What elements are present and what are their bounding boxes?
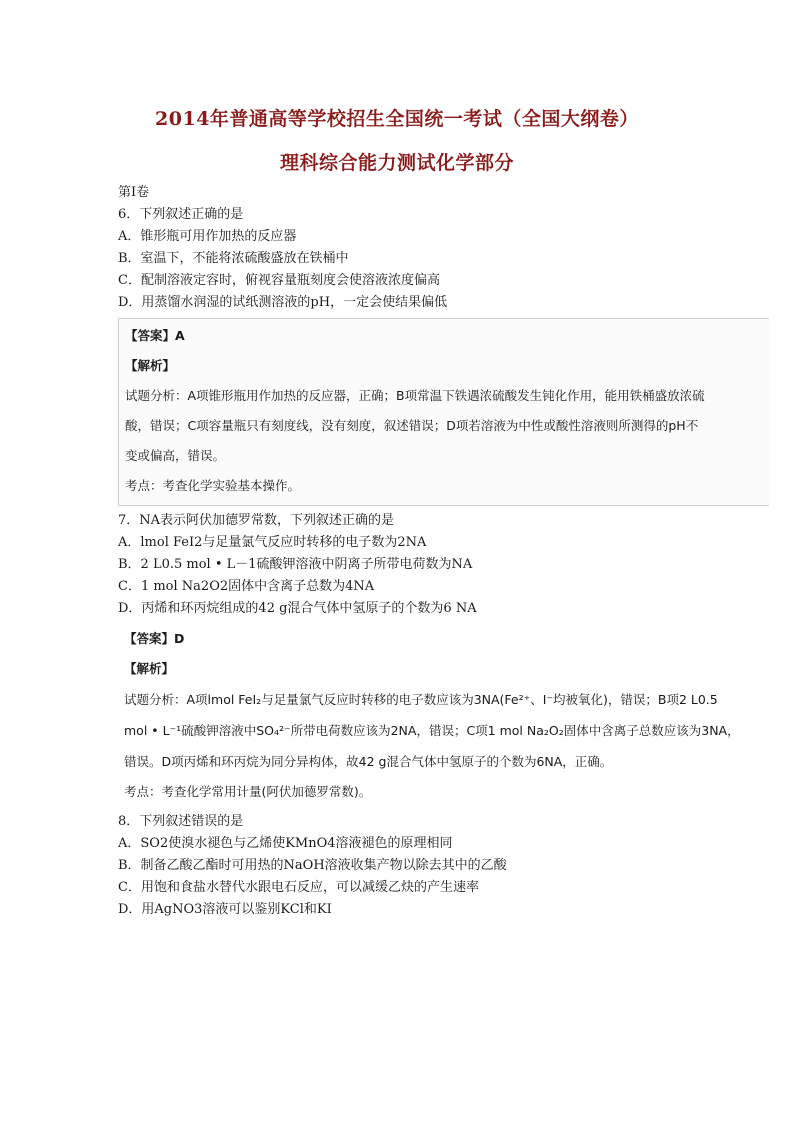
- question-8-option-c: C．用饱和食盐水替代水跟电石反应，可以减缓乙炔的产生速率: [118, 880, 479, 895]
- question-6-analysis-line-2: 酸，错误；C项容量瓶只有刻度线，没有刻度，叙述错误；D项若溶液为中性或酸性溶液则所测得的pH不: [125, 418, 699, 433]
- question-8-stem: 8．下列叙述错误的是: [118, 814, 244, 829]
- document-content: [118, 182, 768, 921]
- exam-subtitle: 理科综合能力测试化学部分: [279, 152, 514, 174]
- question-6-point: 考点：考查化学实验基本操作。: [125, 478, 301, 493]
- question-6-option-a: A．锥形瓶可用作加热的反应器: [118, 229, 297, 244]
- exam-title: 2014年普通高等学校招生全国统一考试（全国大纲卷）: [155, 108, 639, 130]
- question-7-analysis-line-2: mol • L⁻¹硫酸钾溶液中SO₄²⁻所带电荷数应该为2NA，错误；C项1 mol Na₂O₂固体中含离子总数应该为3NA，: [124, 723, 740, 738]
- section-label: 第Ⅰ卷: [118, 185, 150, 200]
- question-6-analysis-label: 【解析】: [125, 358, 176, 373]
- question-6-answer: 【答案】A: [125, 328, 185, 343]
- question-7-option-c: C．1 mol Na2O2固体中含离子总数为4NA: [118, 579, 375, 594]
- question-6-option-c: C．配制溶液定容时，俯视容量瓶刻度会使溶液浓度偏高: [118, 273, 440, 288]
- question-7-solution: [118, 624, 768, 807]
- question-6-analysis-line-3: 变或偏高，错误。: [125, 448, 226, 463]
- question-7-point: 考点：考查化学常用计量(阿伏加德罗常数)。: [124, 784, 372, 799]
- question-7-option-a: A．lmol FeI2与足量氯气反应时转移的电子数为2NA: [118, 535, 427, 550]
- question-7-analysis-line-3: 错误。D项丙烯和环丙烷为同分异构体，故42 g混合气体中氢原子的个数为6NA，正确。: [124, 754, 613, 769]
- question-7-option-b: B．2 L0.5 mol • L－1硫酸钾溶液中阴离子所带电荷数为NA: [118, 557, 473, 572]
- question-7-option-d: D．丙烯和环丙烷组成的42 g混合气体中氢原子的个数为6 NA: [118, 601, 477, 616]
- question-7-answer: 【答案】D: [124, 631, 185, 646]
- question-7-analysis-line-1: 试题分析：A项lmol FeI₂与足量氯气反应时转移的电子数应该为3NA(Fe²⁺、I⁻均被氧化)，错误；B项2 L0.5: [124, 692, 718, 707]
- question-6-analysis-line-1: 试题分析：A项锥形瓶用作加热的反应器，正确；B项常温下铁遇浓硫酸发生钝化作用，能用铁桶盛放浓硫: [125, 388, 705, 403]
- question-7-stem: 7．NA表示阿伏加德罗常数，下列叙述正确的是: [118, 513, 395, 528]
- question-7-analysis-label: 【解析】: [124, 661, 175, 676]
- question-6-stem: 6．下列叙述正确的是: [118, 207, 244, 222]
- question-6-option-d: D．用蒸馏水润湿的试纸测溶液的pH，一定会使结果偏低: [118, 295, 448, 310]
- question-6-solution-box: [118, 318, 769, 506]
- question-8-option-a: A．SO2使溴水褪色与乙烯使KMnO4溶液褪色的原理相同: [118, 836, 453, 851]
- question-6-option-b: B．室温下，不能将浓硫酸盛放在铁桶中: [118, 251, 349, 266]
- question-8-option-b: B．制备乙酸乙酯时可用热的NaOH溶液收集产物以除去其中的乙酸: [118, 858, 507, 873]
- question-8-option-d: D．用AgNO3溶液可以鉴别KCl和KI: [118, 902, 332, 917]
